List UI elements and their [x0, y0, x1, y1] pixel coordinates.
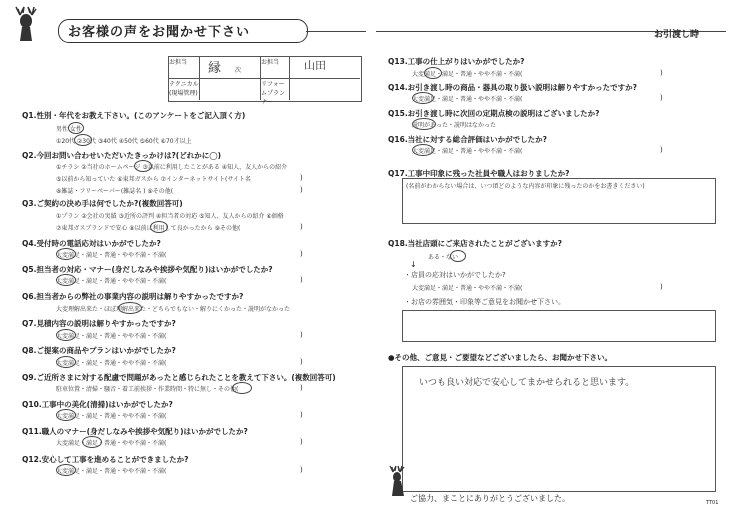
- q3-paren: ): [300, 223, 303, 231]
- staff2-value-cell: [290, 57, 360, 79]
- staff2-value: 山田: [304, 59, 326, 72]
- q11-paren: ): [300, 438, 303, 446]
- q7-circle: [56, 329, 76, 341]
- q11-scale[interactable]: 大変満足・満足・普通・やや不満・不満(: [56, 440, 167, 447]
- other-handwritten: いつも良い対応で安心してまかせられると思います。: [419, 378, 635, 388]
- staff-value: 縁: [208, 61, 222, 76]
- q5-paren: ): [300, 276, 303, 284]
- q16-scale[interactable]: 大変満足・満足・普通・やや不満・不満(: [412, 148, 523, 155]
- q18-circle: [450, 250, 466, 262]
- q12-circle: [56, 464, 76, 476]
- question-q3: Q3.ご契約の決め手は何でしたか?(複数回答可): [22, 199, 183, 208]
- page-title: お客様の声をお聞かせ下さい: [68, 25, 251, 40]
- question-q13: Q13.工事の仕上がりはいかがでしたか?: [388, 57, 525, 66]
- q12-paren: ): [300, 466, 303, 474]
- q7-paren: ): [300, 331, 303, 339]
- q5-circle: [56, 274, 76, 286]
- question-q16: Q16.当社に対する総合評価はいかがでしたか?: [388, 135, 548, 144]
- q18-paren: ): [660, 283, 663, 291]
- q4-paren: ): [300, 250, 303, 258]
- staff2-label: お担当: [261, 59, 280, 66]
- other-heading: ●その他、ご意見・ご要望などございましたら、お聞かせ下さい。: [388, 353, 613, 362]
- q8-paren: ): [300, 358, 303, 366]
- reform-value-cell: [290, 79, 360, 100]
- q15-scale[interactable]: 説明があった・説明はなかった: [412, 122, 496, 129]
- q5-scale[interactable]: 大変満足・満足・普通・やや不満・不満(: [56, 278, 167, 285]
- q7-scale[interactable]: 大変満足・満足・普通・やや不満・不満(: [56, 333, 167, 340]
- q9-scale[interactable]: 駐車位置・清掃・騒音・着工前挨拶・作業時間・特に無し・その他(: [56, 386, 239, 393]
- q10-scale[interactable]: 大変満足・満足・普通・やや不満・不満(: [56, 413, 167, 420]
- q10-circle: [56, 409, 76, 421]
- arrow-down-icon: ↓: [410, 260, 417, 269]
- question-q1: Q1.性別・年代をお教え下さい。(このアンケートをご記入頂く方): [22, 111, 246, 120]
- q6-circle: [118, 302, 142, 314]
- reform-label: リフォームプランナー: [261, 81, 286, 106]
- q2-circle: [134, 160, 152, 172]
- q14-circle: [412, 92, 434, 104]
- staff-table: [168, 56, 362, 106]
- question-q5: Q5.担当者の対応・マナー(身だしなみや挨拶や気配り)はいかがでしたか?: [22, 265, 273, 274]
- question-q4: Q4.受付時の電話応対はいかがでしたか?: [22, 239, 161, 248]
- q18-staff-scale[interactable]: 大変満足・満足・普通・やや不満・不満(: [412, 285, 523, 292]
- question-q10: Q10.工事中の美化(清掃)はいかがでしたか?: [22, 400, 173, 409]
- q1-circle-age: [74, 134, 92, 146]
- q2-options-b[interactable]: ⑤以前から知っていた ⑥東邦ガスから ⑦インターネットサイト(サイト名: [56, 176, 251, 183]
- form-code: TT01: [706, 500, 719, 506]
- q1-circle-gender: [68, 122, 84, 134]
- q13-paren: ): [660, 69, 663, 77]
- q4-circle: [56, 248, 76, 260]
- staff-label: お担当: [169, 59, 188, 66]
- right-title: お引渡し時: [654, 30, 700, 40]
- q9-circle: [232, 382, 252, 394]
- q9-paren: ): [300, 384, 303, 392]
- q13-circle: [424, 67, 442, 79]
- q1-age[interactable]: ①20代 ②30代 ③40代 ④50代 ⑤60代 ⑥70才以上: [56, 138, 192, 145]
- q8-circle: [56, 356, 76, 368]
- q17-note: (名前がわからない場合は、いつ頃どのような内容が印象に残ったのかをお書きください): [406, 183, 645, 190]
- question-q12: Q12.安心して工事を進めることができましたか?: [22, 455, 189, 464]
- thanks-text: ご協力、まことにありがとうございました。: [410, 494, 570, 503]
- q11-circle: [82, 436, 102, 448]
- q17-answer-box[interactable]: [402, 178, 716, 224]
- q3-circle: [150, 221, 168, 233]
- staff-suffix: 次: [235, 67, 242, 74]
- q3-options-b[interactable]: ⑦東邦ガスブランドで安心 ⑧以前に利用して良かったから ⑨その他(: [56, 225, 241, 232]
- q6-scale[interactable]: 大変理解出来た・ほぼ理解出来た・どちらでもない・解りにくかった・説明がなかった: [56, 306, 290, 313]
- q16-circle: [412, 144, 434, 156]
- deer-logo: [6, 3, 50, 47]
- tech-label: テクニカル(現場管理): [169, 81, 199, 97]
- q13-scale[interactable]: 大変満足・満足・普通・やや不満・不満(: [412, 71, 523, 78]
- question-q2: Q2.今回お問い合わせいただいたきっかけは?(どれかに◯): [22, 151, 222, 160]
- q15-circle: [412, 118, 436, 130]
- q8-scale[interactable]: 大変満足・満足・普通・やや不満・不満(: [56, 360, 167, 367]
- question-q7: Q7.見積内容の説明は解りやすかったですか?: [22, 319, 176, 328]
- question-q11: Q11.職人のマナー(身だしなみや挨拶や気配り)はいかがでしたか?: [22, 427, 248, 436]
- question-q15: Q15.お引き渡し時に次回の定期点検の説明はございましたか?: [388, 109, 600, 118]
- question-q14: Q14.お引き渡し時の商品・器具の取り扱い説明は解りやすかったですか?: [388, 83, 638, 92]
- tech-value-cell: [200, 79, 261, 100]
- q12-scale[interactable]: 大変満足・満足・普通・やや不満・不満(: [56, 468, 167, 475]
- question-q8: Q8.ご提案の商品やプランはいかがでしたか?: [22, 346, 176, 355]
- question-q17: Q17.工事中印象に残った社員や職人はおりましたか?: [388, 169, 570, 178]
- q18-store-box[interactable]: [402, 310, 716, 342]
- staff2-label-cell: [261, 57, 290, 79]
- question-q9: Q9.ご近所さまに対する配慮で問題があったと感じられたことを教えて下さい。(複数回答可): [22, 373, 336, 382]
- q2-options-a[interactable]: ①チラシ ②当社のホームページ ③以前に利用したことがある ④知人、友人からの紹介: [56, 164, 288, 171]
- q18-store-question: ・お店の雰囲気・印象等ご意見をお聞かせ下さい。: [404, 298, 565, 306]
- q1-gender[interactable]: 男性 女性: [56, 126, 82, 133]
- q14-scale[interactable]: 大変満足・満足・普通・やや不満・不満(: [412, 96, 523, 103]
- question-q18: Q18.当社店頭にご来店されたことがございますか?: [388, 239, 563, 248]
- q2-paren-c: ): [300, 186, 303, 194]
- deer-footer-icon: [384, 464, 412, 500]
- q4-scale[interactable]: 大変満足・満足・普通・やや不満・不満(: [56, 252, 167, 259]
- q18-yes-no[interactable]: ある・ない: [428, 254, 459, 261]
- q3-options-a[interactable]: ①プラン ②会社の実績 ③近所の評判 ④担当者の対応 ⑤知人、友人からの紹介 ⑥価格: [56, 213, 284, 220]
- reform-label-cell: [261, 79, 290, 106]
- q10-paren: ): [300, 411, 303, 419]
- staff-label-cell: [169, 57, 200, 79]
- title-rule: [306, 31, 366, 32]
- question-q6: Q6.担当者からの弊社の事業内容の説明は解りやすかったですか?: [22, 292, 244, 301]
- staff-value-cell: [200, 57, 261, 79]
- q18-staff-question: ・店員の応対はいかがでしたか?: [404, 271, 506, 279]
- q14-paren: ): [660, 94, 663, 102]
- q2-options-c[interactable]: ⑧雑誌・フリーペーパー(雑誌名 ) ⑨その他(: [56, 188, 174, 195]
- q16-paren: ): [660, 146, 663, 154]
- q2-paren-b: ): [300, 174, 303, 182]
- other-answer-box[interactable]: [402, 366, 716, 492]
- tech-label-cell: [169, 79, 200, 100]
